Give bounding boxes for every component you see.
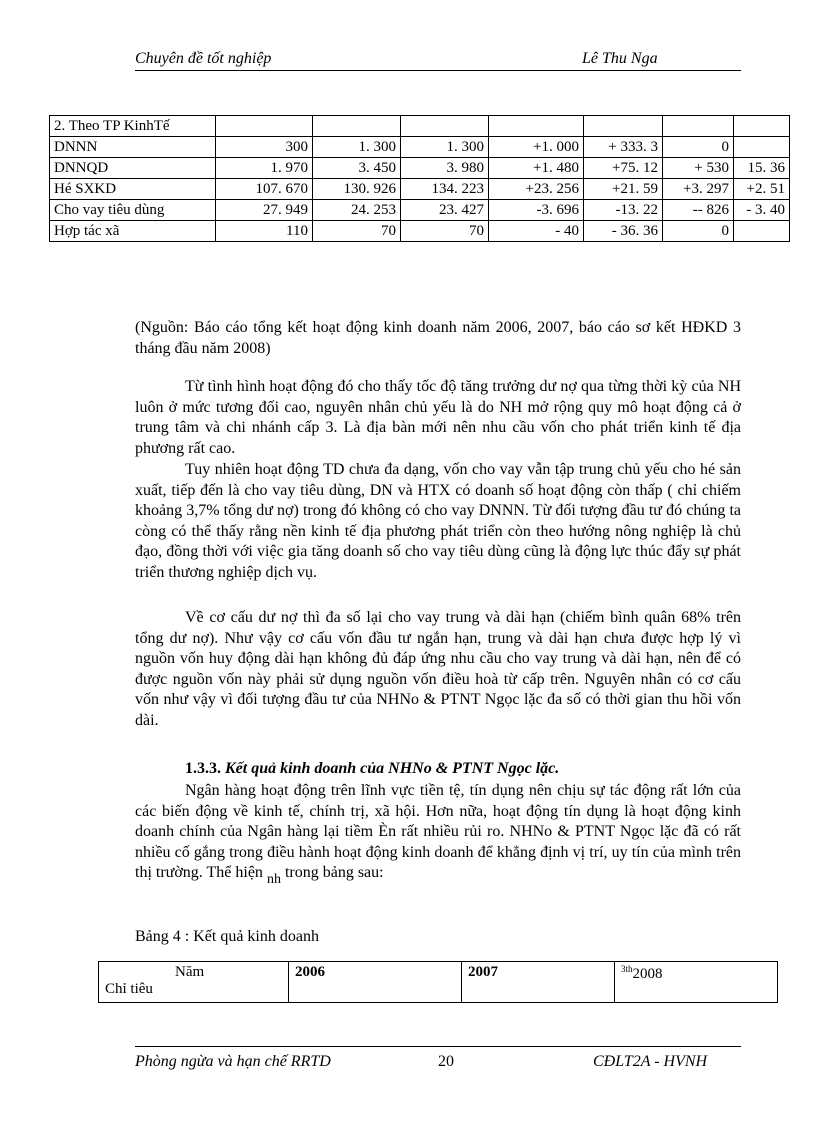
- section-heading: [185, 760, 559, 778]
- value-cell: 27. 949: [216, 200, 313, 221]
- footer-class: CĐLT2A - HVNH: [593, 1053, 708, 1070]
- value-cell: 1. 970: [216, 158, 313, 179]
- value-cell: 134. 223: [401, 179, 489, 200]
- value-cell: [401, 116, 489, 137]
- quarter-sup: 3th: [621, 964, 633, 974]
- source-note: (Nguồn: Báo cáo tổng kết hoạt động kinh doanh năm 2006, 2007, báo cáo sơ kết HĐKD 3 tháng đầu năm 2008): [135, 319, 741, 357]
- value-cell: - 36. 36: [584, 221, 663, 242]
- table-row: [50, 116, 790, 137]
- section-title: Kết quả kinh doanh của NHNo & PTNT Ngọc lặc.: [225, 760, 560, 777]
- value-cell: - 40: [489, 221, 584, 242]
- value-cell: 0: [663, 221, 734, 242]
- row-label-cell: DNNN: [50, 137, 216, 158]
- header-cell-2008: [615, 962, 778, 1003]
- paragraph-1: Từ tình hình hoạt động đó cho thấy tốc độ tăng trưởng dư nợ qua từng thời kỳ của NH luôn ở mức tương đối cao, nguyên nhân chủ yếu là do NH mở rộng quy mô hoạt động cả ở trung tâm và chi nhánh cấp 3. Là địa bàn mới nên nhu cầu vốn cho phát triển kinh tế địa phương rất cao.: [135, 378, 741, 457]
- value-cell: 1. 300: [401, 137, 489, 158]
- paragraph-4-sub: nh: [266, 872, 281, 887]
- table-row: [50, 158, 790, 179]
- paragraph-4-end: trong bảng sau:: [284, 864, 384, 881]
- page-header: [135, 50, 741, 71]
- row-label-cell: DNNQD: [50, 158, 216, 179]
- credit-structure-table: [49, 115, 790, 242]
- paragraph-4: [135, 781, 741, 885]
- value-cell: +3. 297: [663, 179, 734, 200]
- value-cell: -- 826: [663, 200, 734, 221]
- value-cell: [734, 137, 790, 158]
- value-cell: 15. 36: [734, 158, 790, 179]
- table-row: [50, 137, 790, 158]
- value-cell: 0: [663, 137, 734, 158]
- header-cell-2007: 2007: [462, 962, 615, 1003]
- value-cell: 107. 670: [216, 179, 313, 200]
- value-cell: + 530: [663, 158, 734, 179]
- value-cell: [313, 116, 401, 137]
- value-cell: +1. 000: [489, 137, 584, 158]
- value-cell: -13. 22: [584, 200, 663, 221]
- business-result-table: [98, 961, 778, 1003]
- row-label-cell: Cho vay tiêu dùng: [50, 200, 216, 221]
- year-2008: 2008: [632, 966, 663, 982]
- value-cell: 23. 427: [401, 200, 489, 221]
- header-title: Chuyên đề tốt nghiệp: [135, 50, 272, 67]
- row-label-cell: 2. Theo TP KinhTế: [50, 116, 216, 137]
- table-caption: Bảng 4 : Kết quả kinh doanh: [135, 928, 319, 945]
- value-cell: - 3. 40: [734, 200, 790, 221]
- table-row: [99, 962, 778, 1003]
- value-cell: +1. 480: [489, 158, 584, 179]
- table-row: [50, 179, 790, 200]
- value-cell: 3. 980: [401, 158, 489, 179]
- year-label: Năm: [175, 964, 205, 980]
- row-label-cell: Hé SXKD: [50, 179, 216, 200]
- value-cell: [663, 116, 734, 137]
- footer-title: Phòng ngừa và hạn chế RRTD: [135, 1053, 331, 1070]
- value-cell: 3. 450: [313, 158, 401, 179]
- value-cell: [734, 116, 790, 137]
- value-cell: 110: [216, 221, 313, 242]
- value-cell: [489, 116, 584, 137]
- table-row: [50, 200, 790, 221]
- value-cell: 70: [313, 221, 401, 242]
- value-cell: [734, 221, 790, 242]
- value-cell: [584, 116, 663, 137]
- header-cell-indicator: [99, 962, 289, 1003]
- header-author: Lê Thu Nga: [582, 50, 658, 67]
- paragraph-3: Về cơ cấu dư nợ thì đa số lại cho vay trung và dài hạn (chiếm bình quân 68% trên tổng dư nợ). Như vậy cơ cấu vốn đầu tư ngắn hạn, trung và dài hạn chưa được hợp lý vì nguồn vốn huy động dài hạn không đủ đáp ứng nhu cầu cho vay trung và dài hạn, nên để có được nguồn vốn này phải sử dụng nguồn vốn điều hoà từ cấp trên. Nguyên nhân có cơ cấu vốn như vậy vì đối tượng đầu tư của NHNo & PTNT Ngọc lặc đa số có thời gian thu hồi vốn dài.: [135, 609, 741, 729]
- value-cell: 70: [401, 221, 489, 242]
- value-cell: 300: [216, 137, 313, 158]
- value-cell: + 333. 3: [584, 137, 663, 158]
- section-number: 1.3.3.: [185, 760, 221, 777]
- page-number: 20: [438, 1053, 454, 1070]
- value-cell: +75. 12: [584, 158, 663, 179]
- value-cell: +2. 51: [734, 179, 790, 200]
- value-cell: 24. 253: [313, 200, 401, 221]
- row-label-cell: Hợp tác xã: [50, 221, 216, 242]
- value-cell: +21. 59: [584, 179, 663, 200]
- page-footer: [135, 1046, 741, 1073]
- value-cell: [216, 116, 313, 137]
- paragraph-2: Tuy nhiên hoạt động TD chưa đa dạng, vốn cho vay vẫn tập trung chủ yếu cho hé sản xuất, tiếp đến là cho vay tiêu dùng, DN và HTX có doanh số hoạt động còn thấp ( chỉ chiếm khoảng 3,7% tổng dư nợ) trong đó không có cho vay DNNN. Từ đối tượng đầu tư đó chúng ta còng có thể thấy rằng nền kinh tế địa phương phát triển còn theo hướng nông nghiệp là chủ đạo, đồng thời với việc gia tăng doanh số cho vay tiêu dùng cũng là động lực thúc đẩy sự phát triển thương nghiệp dịch vụ.: [135, 461, 741, 581]
- header-cell-2006: 2006: [289, 962, 462, 1003]
- value-cell: -3. 696: [489, 200, 584, 221]
- value-cell: 130. 926: [313, 179, 401, 200]
- value-cell: 1. 300: [313, 137, 401, 158]
- paragraph-4-text: Ngân hàng hoạt động trên lĩnh vực tiền tệ, tín dụng nên chịu sự tác động rất lớn của các biến động về kinh tế, chính trị, xã hội. Hơn nữa, hoạt động tín dụng là hoạt động kinh doanh chính của Ngân hàng lại tiềm Èn rất nhiều rủi ro. NHNo & PTNT Ngọc lặc đã có rất nhiều cố gắng trong điều hành hoạt động kinh doanh để khẳng định vị trí, uy tín của mình trên thị trường. Thể hiện: [135, 782, 741, 881]
- value-cell: +23. 256: [489, 179, 584, 200]
- table-row: [50, 221, 790, 242]
- indicator-label: Chỉ tiêu: [105, 981, 153, 997]
